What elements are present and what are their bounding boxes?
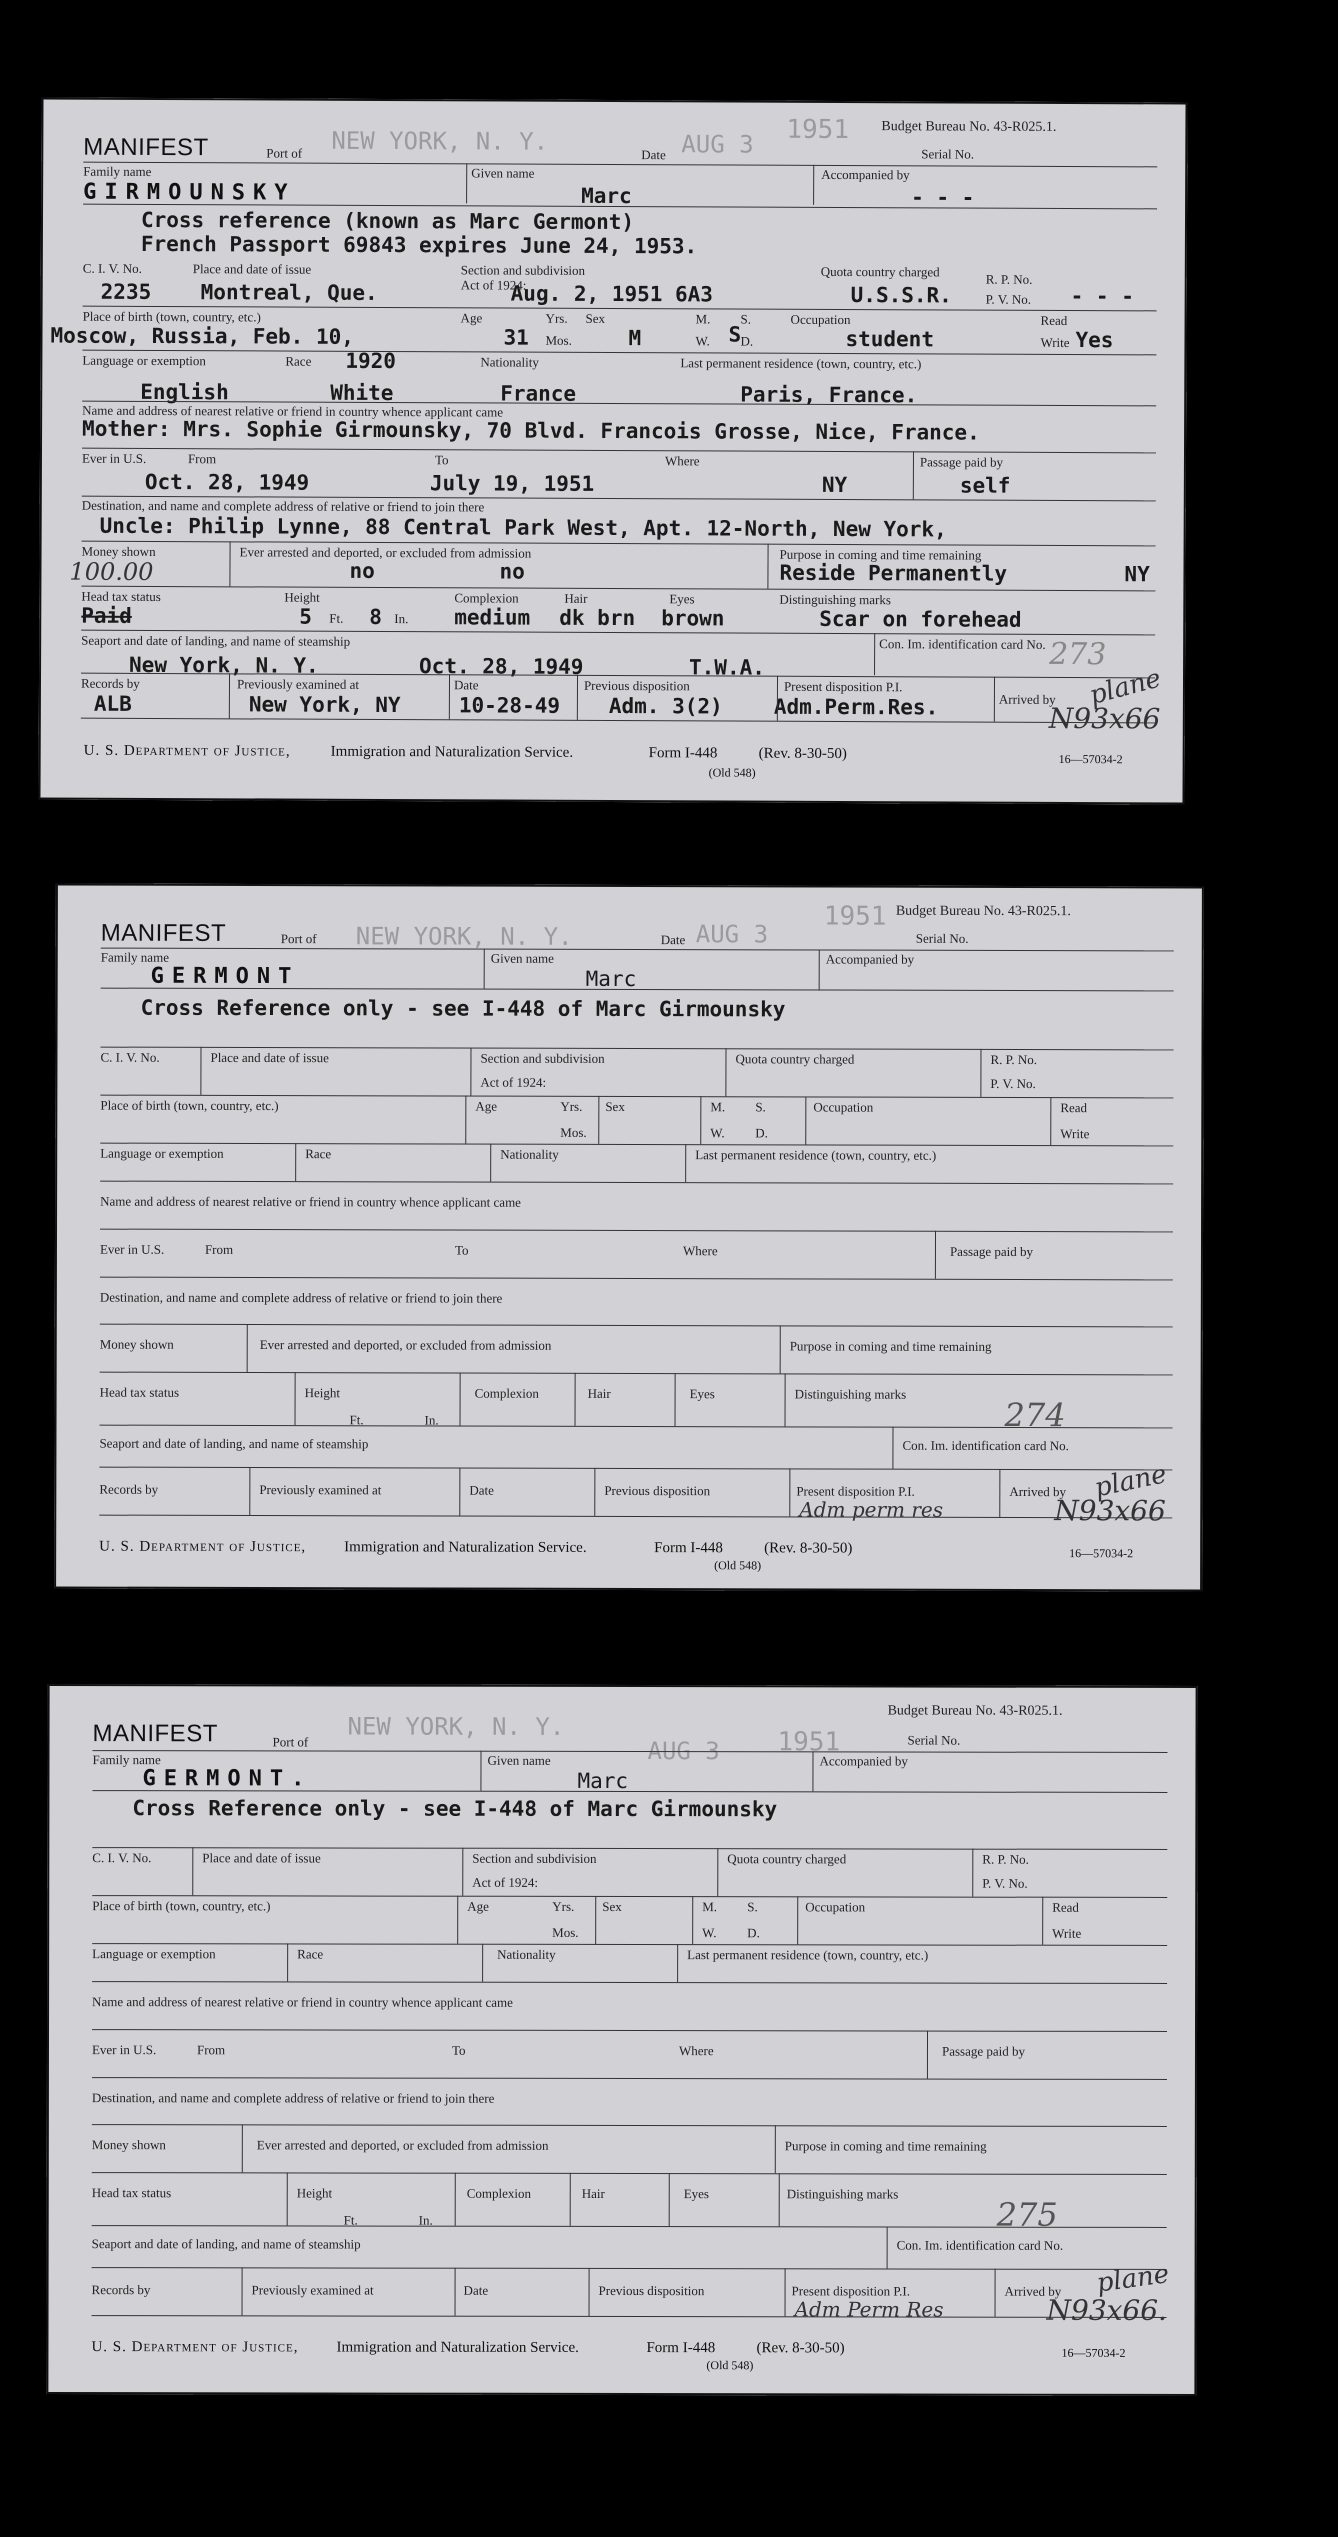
last-residence-label: Last permanent residence (town, country, etc.) (680, 355, 922, 372)
seaport-label: Seaport and date of landing, and name of steamship (99, 1435, 369, 1452)
prev-disp-value: Adm. 3(2) (608, 693, 723, 719)
complexion-value: medium (454, 605, 531, 630)
year-stamp: 1951 (786, 114, 850, 146)
present-disp-value: Adm Perm Res (794, 2297, 944, 2322)
read-label: Read (1060, 1100, 1088, 1116)
seaport-value: New York, N. Y. (129, 652, 319, 678)
cross-reference-line2: French Passport 69843 expires June 24, 1953. (140, 231, 698, 259)
occupation-label: Occupation (790, 311, 851, 328)
to-label: To (454, 1242, 469, 1258)
last-residence-value: Paris, France. (740, 382, 918, 408)
manifest-card-girmounsky (38, 98, 1187, 805)
language-label: Language or exemption (92, 1946, 216, 1962)
where-label: Where (678, 2043, 714, 2059)
headtax-value: Paid (81, 603, 132, 628)
ft-label: Ft. (343, 2212, 358, 2228)
present-disp-label: Present disposition P.I. (783, 678, 903, 695)
complexion-label: Complexion (474, 1385, 539, 1401)
year-stamp: 1951 (777, 1727, 841, 1758)
footer-form: Form I-448 (646, 2340, 716, 2357)
headtax-label: Head tax status (81, 588, 161, 605)
race-label: Race (297, 1946, 324, 1962)
footer-old: (Old 548) (706, 2358, 754, 2373)
purpose-label: Purpose in coming and time remaining (784, 2138, 987, 2154)
nearest-relative-label: Name and address of nearest relative or friend in country whence applicant came (82, 402, 504, 420)
records-value: ALB (93, 691, 132, 716)
arrived-by-value: plane (1094, 2259, 1171, 2299)
cross-reference-value: Cross Reference only - see I-448 of Marc Girmounsky (132, 1796, 778, 1822)
eyes-label: Eyes (683, 2186, 710, 2202)
quota-value: U.S.S.R. (850, 283, 952, 308)
sex-label: Sex (585, 310, 606, 326)
last-residence-label: Last permanent residence (town, country, etc.) (695, 1147, 937, 1163)
read-label: Read (1040, 312, 1068, 328)
serial-label: Serial No. (921, 146, 975, 162)
footer-rev: (Rev. 8-30-50) (758, 745, 847, 763)
arrived-label: Arrived by (998, 691, 1056, 707)
date-col-label: Date (463, 2282, 489, 2298)
passage-label: Passage paid by (919, 454, 1004, 470)
date-label: Date (641, 147, 666, 163)
birth-label: Place of birth (town, country, etc.) (82, 308, 261, 325)
section-value: Aug. 2, 1951 6A3 (510, 281, 714, 307)
place-issue-value: Montreal, Que. (200, 280, 378, 305)
nearest-relative-value: Mother: Mrs. Sophie Girmounsky, 70 Blvd. Francois Grosse, Nice, France. (82, 416, 980, 445)
section-label: Section and subdivision (460, 262, 586, 278)
marks-label: Distinguishing marks (779, 591, 891, 608)
ft-label: Ft. (349, 1412, 364, 1428)
arrested-label: Ever arrested and deported, or excluded from admission (256, 2137, 549, 2153)
port-label: Port of (272, 1734, 309, 1750)
act-label: Act of 1924: (480, 1074, 547, 1090)
family-name-label: Family name (100, 949, 170, 965)
eyes-value: brown (661, 606, 725, 631)
money-label: Money shown (91, 2137, 166, 2153)
civ-value: 2235 (100, 279, 152, 304)
headtax-label: Head tax status (99, 1384, 180, 1400)
rp-label: R. P. No. (990, 1051, 1038, 1068)
purpose-state-value: NY (1124, 562, 1150, 587)
present-disp-value: Adm.Perm.Res. (773, 694, 939, 720)
occupation-label: Occupation (805, 1899, 866, 1915)
records-label: Records by (91, 2282, 151, 2298)
port-stamp: NEW YORK, N. Y. (331, 126, 549, 156)
accompanied-label: Accompanied by (819, 1753, 908, 1769)
place-issue-label: Place and date of issue (192, 261, 312, 277)
manifest-card-germont-1 (54, 883, 1204, 1591)
birth-label: Place of birth (town, country, etc.) (100, 1097, 279, 1114)
write-label: Write (1060, 1126, 1090, 1142)
nationality-value: France (500, 381, 577, 406)
arrested-value: no (349, 558, 375, 583)
passage-value: self (959, 473, 1011, 498)
conim-value: 275 (996, 2195, 1058, 2234)
prev-disp-label: Previous disposition (583, 677, 690, 694)
yrs-label: Yrs. (545, 310, 568, 326)
s-label: S. (747, 1899, 758, 1915)
complexion-label: Complexion (454, 590, 519, 606)
given-name-label: Given name (487, 1752, 551, 1768)
footer-old: (Old 548) (708, 765, 756, 780)
d-label: D. (747, 1925, 760, 1941)
race-label: Race (285, 353, 312, 369)
destination-label: Destination, and name and complete address of relative or friend to join there (91, 2090, 495, 2106)
family-name-value: GERMONT. (142, 1766, 313, 1792)
present-disp-label: Present disposition P.I. (796, 1483, 915, 1499)
pv-label: P. V. No. (982, 1875, 1028, 1891)
act-label: Act of 1924: (472, 1874, 539, 1890)
excluded-value: no (499, 559, 525, 584)
accompanied-label: Accompanied by (825, 951, 915, 967)
birth-year-value: 1920 (345, 348, 397, 374)
sex-label: Sex (605, 1098, 625, 1114)
seaport-label: Seaport and date of landing, and name of steamship (91, 2236, 361, 2252)
steamship-value: T.W.A. (689, 655, 765, 680)
nearest-relative-label: Name and address of nearest relative or friend in country whence applicant came (100, 1193, 521, 1210)
prev-exam-label: Previously examined at (259, 1482, 382, 1498)
pv-value: - - - (1070, 283, 1134, 309)
date-stamp: AUG 3 (695, 920, 769, 949)
civ-label: C. I. V. No. (92, 1850, 152, 1866)
mos-label: Mos. (545, 332, 572, 348)
civ-label: C. I. V. No. (100, 1049, 160, 1065)
family-name-label: Family name (83, 163, 152, 179)
accompanied-value: - - - (911, 185, 975, 210)
footer-dept: U. S. Department of Justice, (91, 2339, 299, 2356)
given-name-label: Given name (471, 165, 535, 181)
last-residence-label: Last permanent residence (town, country, etc.) (687, 1947, 929, 1963)
hair-label: Hair (564, 590, 588, 606)
date-label: Date (660, 932, 686, 948)
in-label: In. (394, 611, 409, 627)
marks-value: Scar on forehead (819, 606, 1022, 632)
nationality-label: Nationality (500, 1146, 559, 1162)
date-col-label: Date (469, 1482, 494, 1498)
from-label: From (204, 1241, 234, 1257)
d-label: D. (740, 333, 754, 349)
marks-label: Distinguishing marks (786, 2186, 899, 2202)
conim-value: 273 (1049, 636, 1107, 673)
nearest-relative-label: Name and address of nearest relative or friend in country whence applicant came (92, 1994, 513, 2010)
d-label: D. (755, 1125, 768, 1141)
w-label: W. (710, 1125, 725, 1141)
m-label: M. (710, 1099, 726, 1115)
pv-label: P. V. No. (985, 291, 1032, 307)
hair-value: dk brn (559, 605, 636, 631)
passage-label: Passage paid by (941, 2043, 1026, 2059)
quota-label: Quota country charged (727, 1851, 847, 1867)
mos-label: Mos. (552, 1924, 579, 1940)
mos-label: Mos. (560, 1124, 587, 1140)
nationality-label: Nationality (497, 1946, 556, 1962)
seaport-date-value: Oct. 28, 1949 (419, 654, 584, 679)
w-label: W. (695, 333, 710, 349)
age-label: Age (467, 1898, 489, 1914)
s-label: S. (740, 311, 752, 327)
money-label: Money shown (99, 1336, 174, 1352)
conim-value: 274 (1004, 1395, 1066, 1435)
date-col-label: Date (453, 677, 479, 693)
language-label: Language or exemption (100, 1145, 224, 1161)
from-label: From (187, 451, 217, 467)
budget-bureau: Budget Bureau No. 43-R025.1. (887, 1703, 1063, 1719)
language-label: Language or exemption (82, 352, 206, 369)
footer-form: Form I-448 (654, 1540, 723, 1557)
date-value: 10-28-49 (458, 693, 561, 718)
language-value: English (140, 379, 229, 405)
prev-exam-label: Previously examined at (251, 2282, 374, 2298)
pv-label: P. V. No. (990, 1075, 1036, 1092)
purpose-label: Purpose in coming and time remaining (789, 1338, 992, 1354)
present-disp-value: Adm perm res (799, 1497, 944, 1522)
conim-label: Con. Im. identification card No. (896, 2237, 1064, 2253)
arrived-by-value: plane (1086, 663, 1165, 711)
hair-label: Hair (581, 2185, 605, 2201)
from-value: Oct. 28, 1949 (144, 469, 310, 495)
prev-disp-label: Previous disposition (604, 1482, 711, 1499)
given-name-label: Given name (490, 950, 554, 966)
yrs-label: Yrs. (560, 1098, 583, 1114)
occupation-value: student (845, 327, 935, 352)
act-label: Act of 1924: (460, 277, 527, 293)
destination-value: Uncle: Philip Lynne, 88 Central Park West, Apt. 12-North, New York, (99, 513, 947, 542)
cross-reference-value: Cross Reference only - see I-448 of Marc Girmounsky (140, 995, 786, 1022)
nationality-label: Nationality (480, 354, 539, 370)
in-label: In. (424, 1412, 439, 1428)
place-issue-label: Place and date of issue (202, 1850, 321, 1866)
height-label: Height (284, 589, 320, 605)
eyes-label: Eyes (669, 591, 695, 607)
footer-code: 16—57034-2 (1058, 751, 1123, 767)
manifest-title: MANIFEST (83, 133, 209, 162)
accompanied-label: Accompanied by (821, 166, 910, 183)
arrived-no-value: N93x66 (1054, 1494, 1166, 1528)
age-label: Age (460, 310, 483, 326)
passage-label: Passage paid by (949, 1243, 1034, 1260)
serial-label: Serial No. (907, 1732, 961, 1748)
to-label: To (434, 452, 449, 468)
arrived-no-value: N93x66 (1048, 701, 1161, 736)
footer-code: 16—57034-2 (1061, 2345, 1126, 2360)
age-label: Age (475, 1098, 498, 1114)
read-value: Yes (1075, 328, 1114, 353)
race-value: White (330, 380, 394, 406)
hair-label: Hair (587, 1385, 611, 1401)
ever-us-label: Ever in U.S. (81, 450, 147, 466)
port-stamp: NEW YORK, N. Y. (347, 1712, 565, 1741)
family-name-label: Family name (92, 1752, 161, 1768)
s-label: S. (755, 1099, 766, 1115)
present-disp-label: Present disposition P.I. (791, 2283, 911, 2299)
civ-label: C. I. V. No. (82, 260, 142, 276)
complexion-label: Complexion (466, 2185, 532, 2201)
footer-dept: U. S. Department of Justice, (83, 742, 291, 760)
cross-reference-line1: Cross reference (known as Marc Germont) (140, 207, 635, 235)
footer-rev: (Rev. 8-30-50) (764, 1540, 853, 1557)
family-name-value: GIRMOUNSKY (83, 179, 296, 206)
footer-service: Immigration and Naturalization Service. (344, 1539, 587, 1556)
purpose-value: Reside Permanently (779, 560, 1008, 586)
arrested-label: Ever arrested and deported, or excluded from admission (259, 1337, 552, 1353)
manifest-title: MANIFEST (92, 1720, 218, 1748)
birth-label: Place of birth (town, country, etc.) (92, 1898, 271, 1914)
footer-form: Form I-448 (648, 745, 718, 762)
money-label: Money shown (81, 543, 156, 560)
race-label: Race (305, 1146, 332, 1162)
marks-label: Distinguishing marks (794, 1386, 907, 1402)
manifest-title: MANIFEST (100, 919, 227, 947)
arrived-by-value: plane (1092, 1459, 1170, 1504)
where-label: Where (682, 1243, 718, 1259)
footer-dept: U. S. Department of Justice, (99, 1538, 307, 1556)
yrs-label: Yrs. (552, 1898, 575, 1914)
given-name-value: Marc (585, 966, 637, 992)
to-value: July 19, 1951 (429, 471, 595, 496)
ever-us-label: Ever in U.S. (99, 1241, 165, 1257)
w-label: W. (702, 1925, 717, 1941)
ever-us-label: Ever in U.S. (91, 2042, 157, 2058)
height-in-value: 8 (369, 604, 382, 629)
conim-label: Con. Im. identification card No. (879, 636, 1046, 652)
arrived-label: Arrived by (1009, 1483, 1067, 1500)
arrived-no-value: N93x66. (1046, 2293, 1168, 2327)
from-label: From (196, 2042, 226, 2058)
height-ft-value: 5 (299, 604, 312, 629)
manifest-card-germont-2 (46, 1684, 1197, 2396)
write-label: Write (1052, 1925, 1082, 1941)
arrested-label: Ever arrested and deported, or excluded from admission (239, 544, 532, 561)
quota-label: Quota country charged (820, 263, 940, 280)
family-name-value: GERMONT (150, 963, 300, 990)
height-label: Height (296, 2185, 333, 2201)
given-name-value: Marc (581, 183, 632, 209)
section-label: Section and subdivision (472, 1850, 597, 1866)
serial-label: Serial No. (915, 930, 969, 946)
footer-service: Immigration and Naturalization Service. (330, 743, 574, 761)
write-label: Write (1040, 334, 1070, 350)
footer-old: (Old 548) (714, 1558, 762, 1573)
money-value: 100.00 (69, 557, 154, 586)
section-label: Section and subdivision (480, 1050, 605, 1066)
birth-value: Moscow, Russia, Feb. 10, (50, 323, 354, 349)
in-label: In. (418, 2212, 433, 2228)
read-label: Read (1052, 1899, 1079, 1915)
headtax-label: Head tax status (91, 2185, 172, 2201)
date-stamp: AUG 3 (681, 130, 754, 159)
prev-disp-label: Previous disposition (598, 2282, 705, 2299)
rp-label: R. P. No. (982, 1851, 1029, 1867)
prev-exam-value: New York, NY (248, 692, 401, 718)
height-label: Height (304, 1385, 341, 1401)
sex-label: Sex (602, 1898, 622, 1914)
destination-label: Destination, and name and complete address of relative or friend to join there (81, 497, 485, 515)
arrived-label: Arrived by (1004, 2283, 1062, 2299)
port-stamp: NEW YORK, N. Y. (355, 922, 573, 951)
to-label: To (451, 2042, 466, 2058)
footer-code: 16—57034-2 (1069, 1546, 1134, 1561)
where-value: NY (821, 472, 848, 498)
where-label: Where (664, 453, 700, 469)
m-label: M. (695, 311, 711, 327)
port-label: Port of (280, 931, 317, 947)
rp-label: R. P. No. (985, 271, 1033, 287)
prev-exam-label: Previously examined at (236, 676, 360, 692)
budget-bureau: Budget Bureau No. 43-R025.1. (881, 119, 1057, 135)
year-stamp: 1951 (823, 901, 887, 932)
footer-rev: (Rev. 8-30-50) (756, 2340, 845, 2357)
seaport-label: Seaport and date of landing, and name of steamship (81, 632, 351, 649)
records-label: Records by (99, 1481, 159, 1497)
occupation-label: Occupation (813, 1099, 874, 1115)
destination-label: Destination, and name and complete address of relative or friend to join there (99, 1289, 503, 1306)
m-label: M. (702, 1899, 718, 1915)
budget-bureau: Budget Bureau No. 43-R025.1. (895, 903, 1071, 920)
marital-value: S (728, 322, 742, 347)
conim-label: Con. Im. identification card No. (902, 1437, 1069, 1454)
port-label: Port of (266, 145, 303, 161)
sex-value: M (628, 326, 642, 351)
records-label: Records by (80, 675, 140, 691)
age-value: 31 (503, 325, 529, 350)
footer-service: Immigration and Naturalization Service. (336, 2339, 579, 2356)
given-name-value: Marc (577, 1768, 629, 1794)
purpose-label: Purpose in coming and time remaining (779, 546, 982, 563)
quota-label: Quota country charged (735, 1051, 855, 1067)
place-issue-label: Place and date of issue (210, 1049, 329, 1066)
ft-label: Ft. (329, 610, 344, 626)
date-stamp: AUG 3 (647, 1737, 720, 1766)
eyes-label: Eyes (689, 1386, 715, 1402)
